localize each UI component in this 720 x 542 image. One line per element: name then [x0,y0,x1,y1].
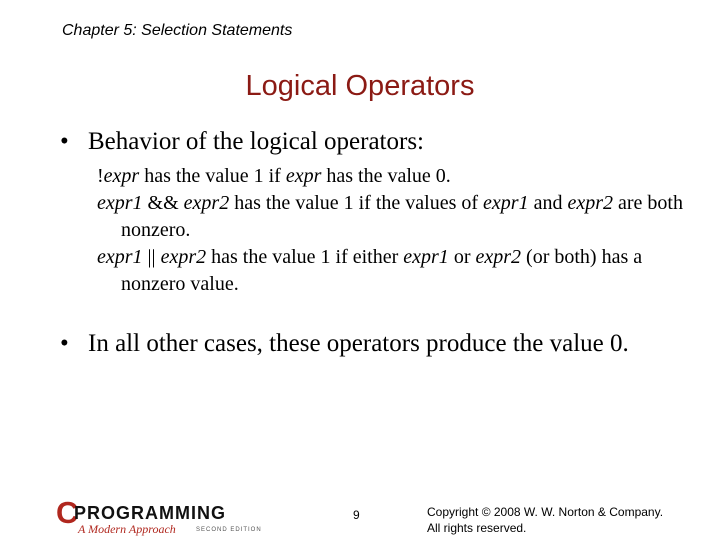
logo-word: PROGRAMMING [74,503,226,523]
logo-letter: C [56,495,79,530]
sub-item-italic-text: expr2 [160,246,207,268]
sub-item-text: ! [97,165,104,187]
sub-item-italic-text: expr2 [567,192,614,214]
slide-title: Logical Operators [245,70,475,102]
sub-item-text: are both nonzero. [121,192,683,241]
bullet-1-text: Behavior of the logical operators: [88,128,424,155]
sub-item-italic-text: expr [285,165,322,187]
book-logo [56,497,271,542]
sub-item-italic-text: expr1 [97,192,143,214]
bullet-dot: • [60,330,69,357]
sub-item-text: has the value 1 if [139,165,286,187]
sub-item-italic-text: expr2 [183,192,230,214]
sub-item-text: (or both) has a nonzero value. [121,246,643,295]
sub-item-italic-text: expr2 [475,246,522,268]
bullet-2 [60,329,660,359]
bullet-2-text: In all other cases, these operators produce the value 0. [88,330,629,357]
logo-subtitle: A Modern Approach [78,522,176,536]
sub-item-italic-text: expr1 [97,246,143,268]
copyright-line-2: All rights reserved. [427,521,527,535]
sub-item-italic-text: expr1 [483,192,529,214]
chapter-header: Chapter 5: Selection Statements [62,22,293,39]
page-number: 9 [353,508,360,522]
sub-item-text: or [448,246,476,268]
bullet-dot: • [60,128,69,155]
sub-item-text: has the value 1 if the values of [229,192,484,214]
sub-item [97,190,687,244]
sub-item-text: has the value 1 if either [206,246,404,268]
sub-item [97,163,687,190]
copyright-line-1: Copyright © 2008 W. W. Norton & Company. [427,505,664,519]
sub-item-text: && [142,192,184,214]
sub-item-text: || [142,246,161,268]
sub-item [97,244,687,298]
logo-edition: SECOND EDITION [196,527,262,533]
sub-item-italic-text: expr1 [403,246,449,268]
sub-item-text: has the value 0. [321,165,451,187]
copyright [427,504,663,536]
sub-item-text: and [528,192,568,214]
sub-item-italic-text: expr [103,165,140,187]
sub-list [97,163,687,298]
